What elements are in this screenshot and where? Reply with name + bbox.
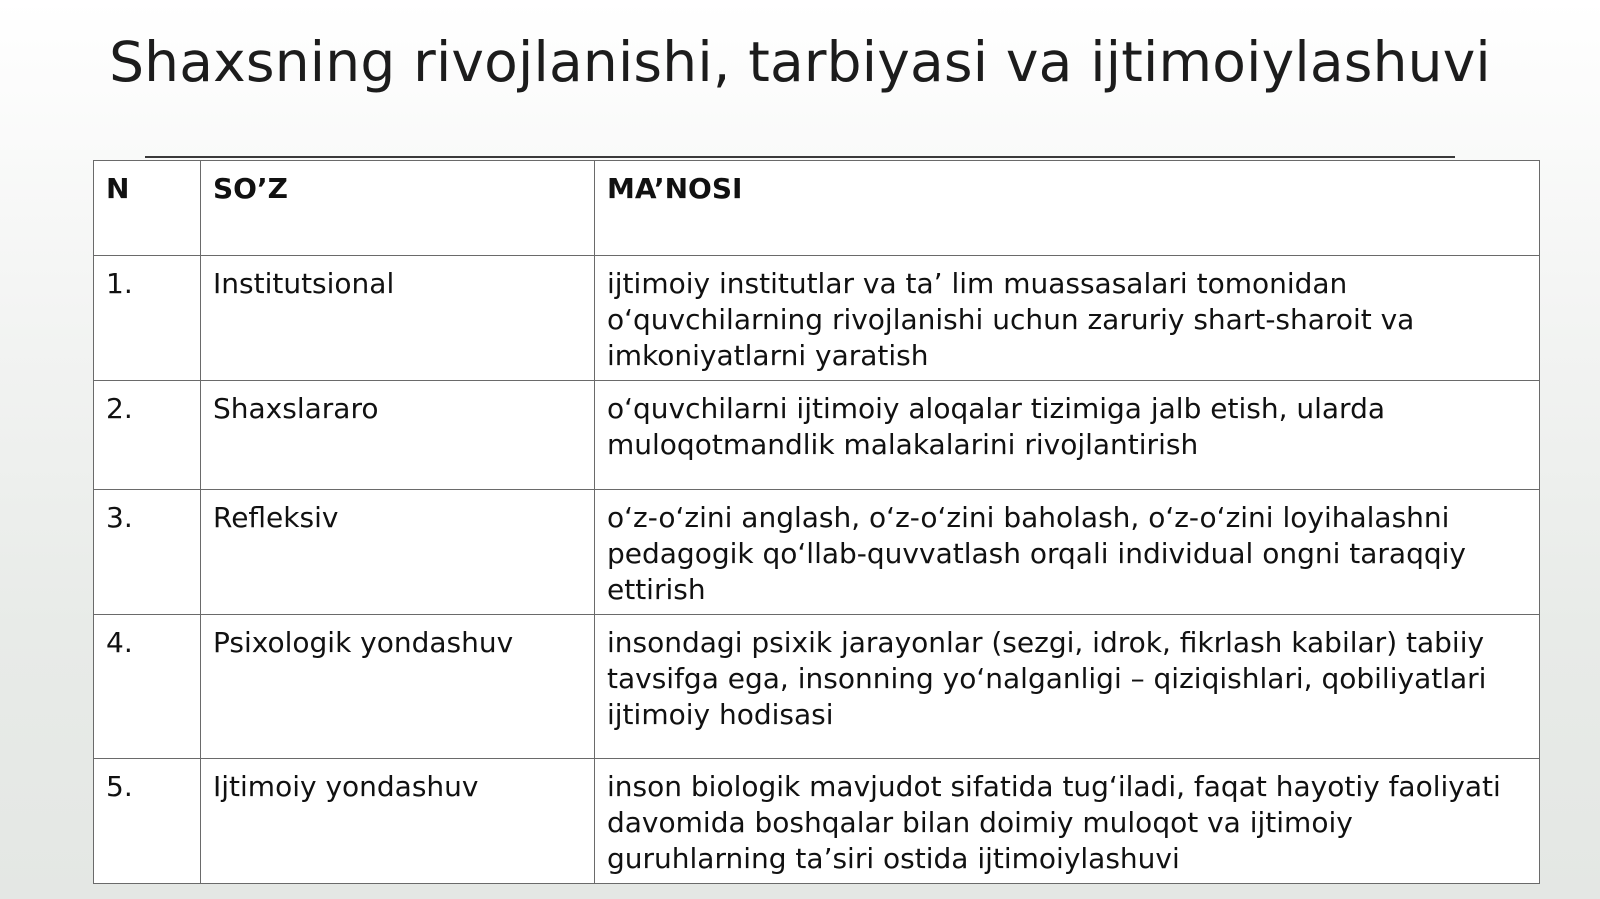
table-header-row [94, 161, 1540, 256]
row-number: 2. [94, 381, 201, 490]
slide-title: Shaxsning rivojlanishi, tarbiyasi va ijtimoiylashuvi [109, 30, 1491, 94]
header-word: SO’Z [201, 161, 595, 256]
terms-table [93, 160, 1540, 884]
row-meaning: insondagi psixik jarayonlar (sezgi, idrok, fikrlash kabilar) tabiiy tavsifga ega, insonning yo‘nalganligi – qiziqishlari, qobiliyatlari ijtimoiy hodisasi [595, 615, 1540, 759]
row-number: 1. [94, 256, 201, 381]
row-meaning: o‘quvchilarni ijtimoiy aloqalar tizimiga jalb etish, ularda muloqotmandlik malakalarini rivojlantirish [595, 381, 1540, 490]
row-meaning: ijtimoiy institutlar va ta’ lim muassasalari tomonidan o‘quvchilarning rivojlanishi uchun zaruriy shart-sharoit va imkoniyatlarni yaratish [595, 256, 1540, 381]
header-n: N [94, 161, 201, 256]
title-divider [145, 156, 1455, 158]
row-term: Shaxslararo [201, 381, 595, 490]
table-row [94, 256, 1540, 381]
table-row [94, 381, 1540, 490]
row-term: Psixologik yondashuv [201, 615, 595, 759]
table-row [94, 615, 1540, 759]
row-number: 3. [94, 490, 201, 615]
row-term: Ijtimoiy yondashuv [201, 759, 595, 884]
table-row [94, 490, 1540, 615]
row-meaning: o‘z-o‘zini anglash, o‘z-o‘zini baholash, o‘z-o‘zini loyihalashni pedagogik qo‘llab-quvvatlash orqali individual ongni taraqqiy ettirish [595, 490, 1540, 615]
row-number: 5. [94, 759, 201, 884]
row-term: Institutsional [201, 256, 595, 381]
row-meaning: inson biologik mavjudot sifatida tug‘iladi, faqat hayotiy faoliyati davomida boshqalar bilan doimiy muloqot va ijtimoiy guruhlarning ta’siri ostida ijtimoiylashuvi [595, 759, 1540, 884]
row-term: Refleksiv [201, 490, 595, 615]
table-row [94, 759, 1540, 884]
row-number: 4. [94, 615, 201, 759]
header-meaning: MA’NOSI [595, 161, 1540, 256]
